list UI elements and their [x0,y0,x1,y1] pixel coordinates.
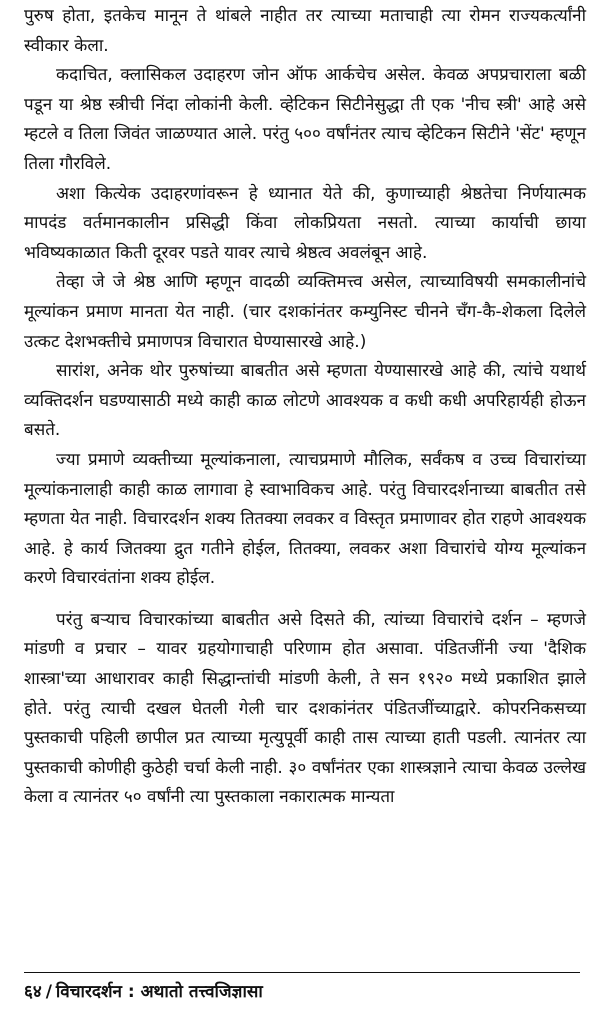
footer-separator: / [45,982,52,1002]
page-number: ६४ [24,982,42,1002]
paragraph-1: पुरुष होता, इतकेच मानून ते थांबले नाहीत तर त्याच्या मताचाही त्या रोमन राज्यकर्त्यांनी स्वीकार केला. [24,6,586,56]
paragraph-4: तेव्हा जे जे श्रेष्ठ आणि म्हणून वादळी व्यक्तिमत्त्व असेल, त्याच्याविषयी समकालीनांचे मूल्यांकन प्रमाण मानता येत नाही. (चार दशकांनंतर कम्युनिस्ट चीनने चँग-कै-शेकला दिलेले उत्कट देशभक्तीचे प्रमाणपत्र विचारात घेण्यासारखे आहे.) [24,272,586,352]
page-footer [24,980,263,1004]
paragraph-7: परंतु बऱ्याच विचारकांच्या बाबतीत असे दिसते की, त्यांच्या विचारांचे दर्शन – म्हणजे मांडणी व प्रचार – यावर ग्रहयोगाचाही परिणाम होत असावा. पंडितजींनी ज्या 'दैशिक शास्त्रा'च्या आधारावर काही सिद्धान्तांची मांडणी केली, ते सन १९२० मध्ये प्रकाशित झाले होते. परंतु त्याची दखल घेतली गेली चार दशकांनंतर पंडितजींच्याद्वारे. कोपरनिकसच्या पुस्तकाची पहिली छापील प्रत त्याच्या मृत्युपूर्वी काही तास त्याच्या हाती पडली. त्यानंतर त्या पुस्तकाची कोणीही कुठेही चर्चा केली नाही. ३० वर्षांनंतर एका शास्त्रज्ञाने त्याचा केवळ उल्लेख केला व त्यानंतर ५० वर्षांनी त्या पुस्तकाला नकारात्मक मान्यता [24,609,586,808]
footer-divider [24,972,580,973]
paragraph-6: ज्या प्रमाणे व्यक्तीच्या मूल्यांकनाला, त्याचप्रमाणे मौलिक, सर्वंकष व उच्च विचारांच्या मूल्यांकनालाही काही काळ लागावा हे स्वाभाविकच आहे. परंतु विचारदर्शनाच्या बाबतीत तसे म्हणता येत नाही. विचारदर्शन शक्य तितक्या लवकर व विस्तृत प्रमाणावर होत राहणे आवश्यक आहे. हे कार्य जितक्या द्रुत गतीने होईल, तितक्या, लवकर अशा विचारांचे योग्य मूल्यांकन करणे विचारवंतांना शक्य होईल. [24,449,586,589]
book-page [24,0,586,1011]
paragraph-5: सारांश, अनेक थोर पुरुषांच्या बाबतीत असे म्हणता येण्यासारखे आहे की, त्यांचे यथार्थ व्यक्तिदर्शन घडण्यासाठी मध्ये काही काळ लोटणे आवश्यक व कधी कधी अपरिहार्यही होऊन बसते. [24,361,586,441]
paragraph-3: अशा कित्येक उदाहरणांवरून हे ध्यानात येते की, कुणाच्याही श्रेष्ठतेचा निर्णयात्मक मापदंड वर्तमानकालीन प्रसिद्धी किंवा लोकप्रियता नसतो. त्याच्या कार्याची छाया भविष्यकाळात किती दूरवर पडते यावर त्याचे श्रेष्ठत्व अवलंबून आहे. [24,183,586,263]
book-title: विचारदर्शन : अथातो तत्त्वजिज्ञासा [55,982,263,1002]
paragraph-2: कदाचित, क्लासिकल उदाहरण जोन ऑफ आर्कचेच असेल. केवळ अपप्रचाराला बळी पडून या श्रेष्ठ स्त्रीची निंदा लोकांनी केली. व्हेटिकन सिटीनेसुद्धा ती एक 'नीच स्त्री' आहे असे म्हटले व तिला जिवंत जाळण्यात आले. परंतु ५०० वर्षांनंतर त्याच व्हेटिकन सिटीने 'सेंट' म्हणून तिला गौरविले. [24,65,586,174]
body-text [24,2,586,813]
